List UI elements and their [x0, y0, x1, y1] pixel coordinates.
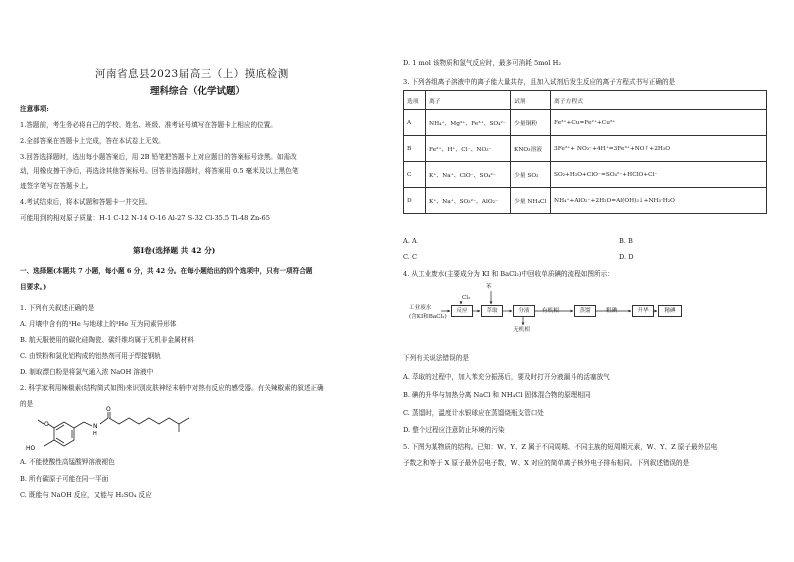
capsaicin-structure [20, 406, 240, 456]
q5-stem: 子数之和等于 X 原子最外层电子数，W、X 对应的简单离子核外电子排布相同。下列叙述错误的是 [403, 459, 690, 467]
table-cell: NH₄⁺+AlO₂⁻+2H₂O=Al(OH)₃↓+NH₃·H₂O [551, 188, 767, 214]
q4-option-d: D. 整个过程应注意防止环境的污染 [403, 426, 505, 434]
table-header-cell: 离子方程式 [551, 91, 767, 110]
table-cell: 3Fe²⁺+ NO₃⁻+4H⁺=3Fe³⁺+NO↑+2H₂O [551, 136, 767, 162]
table-cell: D [404, 188, 426, 214]
table-row [404, 162, 767, 188]
flow-benzene-label: 苯 [486, 284, 492, 290]
flow-arrows [397, 280, 697, 340]
table-cell: K⁺、Na⁺、ClO⁻、SO₄²⁻ [426, 162, 511, 188]
q4-option-a: A. 萃取的过程中，加入苯充分振荡后，要及时打开分液漏斗的活塞放气 [403, 373, 610, 381]
table-row [404, 188, 767, 214]
flow-box-pure-iodine: 精碘 [658, 305, 682, 317]
table-header-cell: 选项 [404, 91, 426, 110]
flow-box-distillation: 蒸馏 [574, 305, 596, 317]
q1-option-a: A. 月壤中含有的³He 与地球上的³He 互为同素异形体 [20, 320, 177, 328]
table-cell: KNO₃溶液 [511, 136, 551, 162]
h-label: H [93, 431, 97, 437]
table-cell: K⁺、Na⁺、SO₃²⁻、AlO₂⁻ [426, 188, 511, 214]
flow-source-detail: (含KI和BaCl₂) [409, 314, 447, 320]
q2-option-d: D. 1 mol 该物质和氢气反应时，最多可消耗 5mol H₂ [403, 59, 561, 67]
q2-stem: 的是 [20, 400, 34, 408]
carbonyl-o-label: O [106, 406, 111, 413]
section-intro: 目要求。) [20, 283, 47, 291]
q2-option-b: B. 所有碳原子可能在同一平面 [20, 475, 109, 483]
q3-table [403, 90, 767, 214]
notice-line: 迹签字笔写在答题卡上。 [20, 182, 93, 190]
flow-cl2-label: Cl₂ [462, 295, 471, 301]
table-cell: Fe²⁺、H⁺、Cl⁻、NO₃⁻ [426, 136, 511, 162]
methoxy-o-label: O [44, 421, 49, 428]
q1-stem: 1. 下列有关叙述正确的是 [20, 304, 95, 312]
flow-box-extraction: 萃取 [481, 305, 503, 317]
flow-organic-label: 有机相 [542, 308, 559, 314]
section-intro: 一、选择题(本题共 7 小题，每小题 6 分，共 42 分。在每小题给出的四个选项中，只有一项符合题 [20, 267, 313, 275]
q5-stem: 5. 下图为某物质的结构。已知：W、Y、Z 属于不同周期、不同主族的短周期元素，W、Y、Z 原子最外层电 [403, 443, 718, 451]
flow-crude-label: 粗碘 [606, 308, 618, 314]
table-cell: SO₂+H₂O+ClO⁻=SO₄²⁻+HClO+Cl⁻ [551, 162, 767, 188]
flow-source: 工业废水 [409, 305, 432, 311]
table-cell: Fe³⁺+Cu=Fe²⁺+Cu²⁺ [551, 110, 767, 136]
table-cell: 少量 SO₂ [511, 162, 551, 188]
q4-option-c: C. 蒸馏时，温度计水银球应在蒸馏烧瓶支管口处 [403, 409, 544, 417]
flow-box-sublimation: 升华 [632, 305, 654, 317]
q2-option-a: A. 不能使酸性高锰酸钾溶液褪色 [20, 458, 115, 466]
q3-option-c: C. C [403, 253, 418, 261]
q4-stem2: 下列有关说法错误的是 [403, 354, 469, 362]
notice-heading: 注意事项: [20, 105, 49, 113]
n-label: N [93, 423, 98, 430]
section-title: 第Ⅰ卷(选择题 共 42 分) [133, 246, 216, 255]
q1-option-c: C. 由铁粉和氯化铝构成的铝热剂可用于焊接钢轨 [20, 352, 161, 360]
q3-stem: 3. 下列各组离子溶液中的离子能大量共存，且加入试剂后发生反应的离子方程式书写正确的是 [403, 78, 676, 86]
exam-subtitle: 理科综合（化学试题） [150, 86, 246, 97]
table-cell: 少量铜粉 [511, 110, 551, 136]
notice-line: 1.答题前，考生务必将自己的学校、姓名、班级、准考证号填写在答题卡上相应的位置。 [20, 121, 277, 129]
table-cell: 少量 NH₄Cl [511, 188, 551, 214]
q3-option-d: D. D [619, 253, 634, 261]
table-header-cell: 试剂 [511, 91, 551, 110]
q1-option-d: D. 制取漂白粉是将氯气通入浓 NaOH 溶液中 [20, 368, 154, 376]
notice-line: 3.回答选择题时，选出每小题答案后，用 2B 铅笔把答题卡上对应题目的答案标号涂黑。如需改 [20, 153, 297, 161]
table-cell: A [404, 110, 426, 136]
q2-option-c: C. 既能与 NaOH 反应，又能与 H₂SO₄ 反应 [20, 491, 152, 499]
flow-inorganic-label: 无机相 [513, 327, 530, 333]
q3-option-b: B. B [619, 237, 633, 245]
q2-stem: 2. 科学家利用辣椒素(结构简式如图)来识别皮肤神经末梢中对热有反应的感受器。有关辣椒素的叙述正确 [20, 384, 324, 392]
flow-box-separation: 分液 [513, 305, 535, 317]
notice-line: 动，用橡皮擦干净后，再选涂其他答案标号。回答非选择题时，将答案用 0.5 毫米及以上黑色笔 [20, 167, 299, 175]
table-cell: C [404, 162, 426, 188]
table-header-row [404, 91, 767, 110]
flow-box-reaction: 反应 [451, 305, 473, 317]
q4-stem: 4. 从工业废水(主要成分为 KI 和 BaCl₂)中回收单质碘的流程如图所示： [403, 270, 614, 278]
q4-option-b: B. 碘的升华与加热分离 NaCl 和 NH₄Cl 固体混合物的原理相同 [403, 391, 591, 399]
atomic-masses: 可能用到的相对原子质量：H-1 C-12 N-14 O-16 Al-27 S-32 Cl-35.5 Ti-48 Zn-65 [20, 214, 270, 222]
table-cell: B [404, 136, 426, 162]
table-row [404, 110, 767, 136]
exam-title: 河南省息县2023届高三（上）摸底检测 [95, 68, 289, 80]
notice-line: 2.全部答案在答题卡上完成，答在本试卷上无效。 [20, 137, 165, 145]
ho-label: HO [26, 445, 36, 452]
table-header-cell: 离子 [426, 91, 511, 110]
q3-option-a: A. A [403, 237, 417, 245]
q1-option-b: B. 航天服使用的碳化硅陶瓷、碳纤维均属于无机非金属材料 [20, 336, 194, 344]
notice-line: 4.考试结束后，将本试题和答题卡一并交回。 [20, 198, 152, 206]
table-row [404, 136, 767, 162]
table-cell: NH₄⁺、Mg²⁺、Fe³⁺、SO₄²⁻ [426, 110, 511, 136]
